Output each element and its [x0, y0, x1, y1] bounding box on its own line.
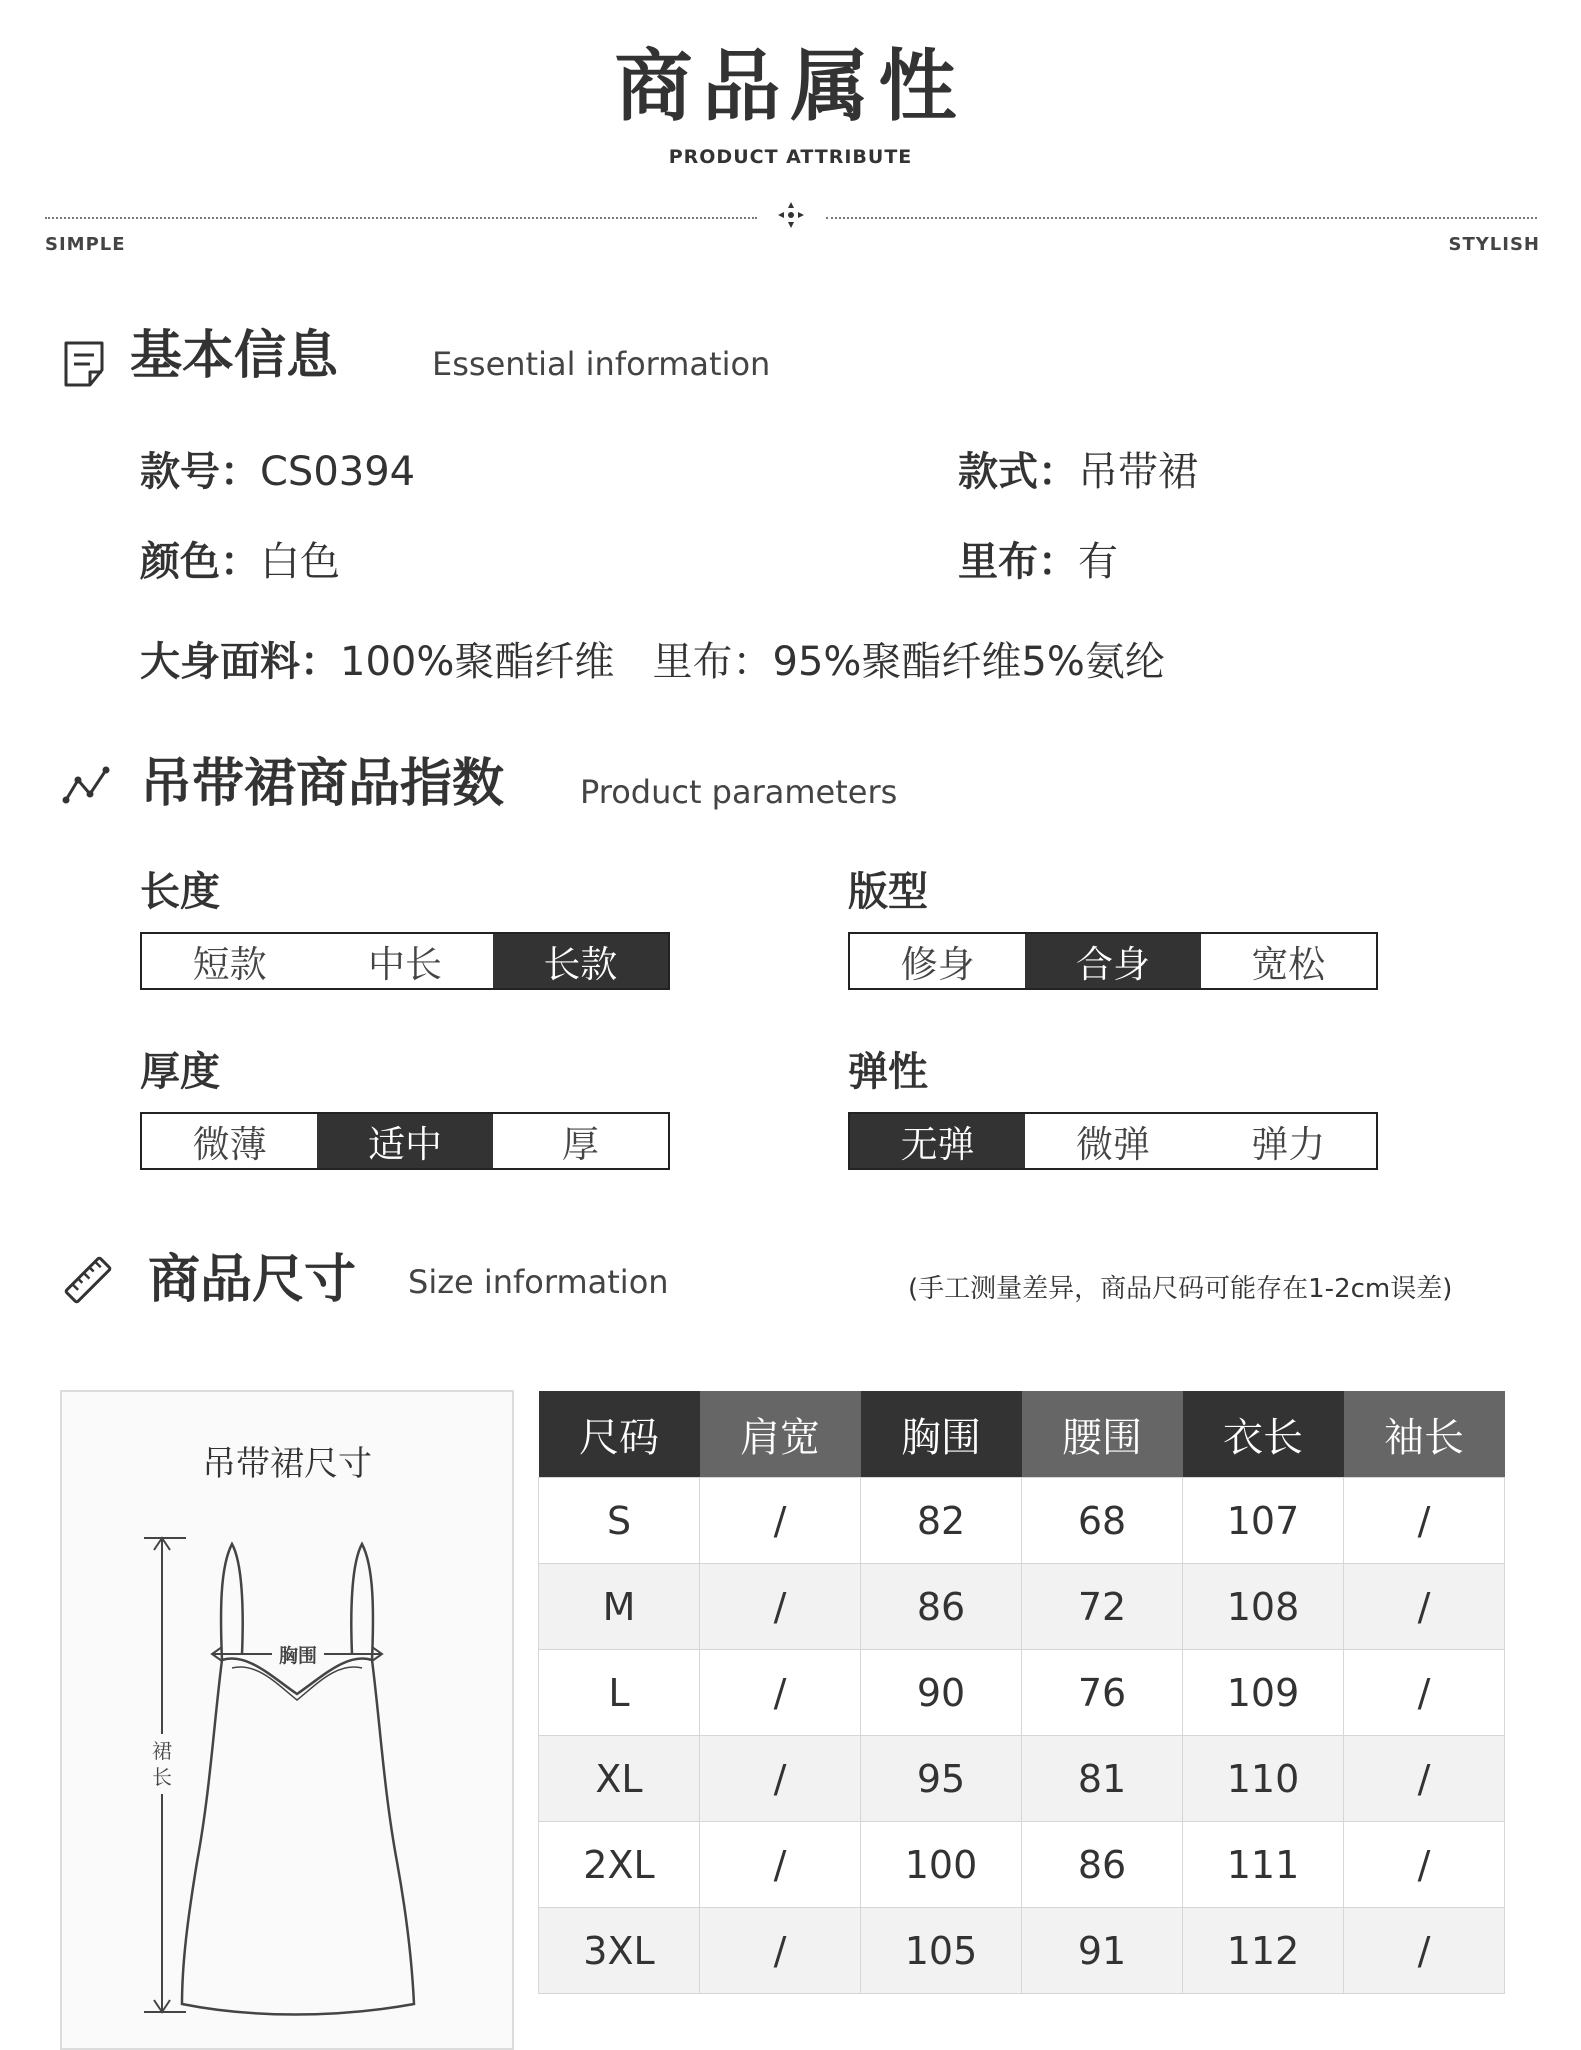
section-subtitle-size: Size information — [408, 1263, 669, 1301]
info-label: 里布： — [958, 539, 1078, 585]
table-cell: 68 — [1022, 1478, 1183, 1564]
info-lining — [958, 539, 1118, 585]
tag-stylish: STYLISH — [1448, 234, 1540, 255]
param-fit-option-selected: 合身 — [1025, 934, 1200, 988]
table-cell: / — [1344, 1736, 1505, 1822]
param-thickness-option: 厚 — [561, 1123, 599, 1166]
info-value: 100%聚酯纤维 里布：95%聚酯纤维5%氨纶 — [340, 639, 1165, 685]
column-header: 肩宽 — [700, 1391, 861, 1478]
section-title-basic-info: 基本信息 — [130, 326, 339, 386]
table-cell: / — [700, 1650, 861, 1736]
ruler-icon — [60, 1252, 116, 1308]
column-header: 腰围 — [1022, 1391, 1183, 1478]
table-cell: L — [539, 1650, 700, 1736]
info-fabric — [140, 639, 1165, 685]
table-cell: 105 — [861, 1908, 1022, 1994]
table-cell: 81 — [1022, 1736, 1183, 1822]
param-length-option: 短款 — [192, 943, 267, 986]
param-thickness-label: 厚度 — [140, 1049, 220, 1095]
table-cell: 110 — [1183, 1736, 1344, 1822]
info-style-no — [140, 449, 416, 495]
table-cell: / — [700, 1478, 861, 1564]
param-length-option-selected: 长款 — [493, 934, 668, 988]
param-fit-option: 修身 — [900, 943, 975, 986]
column-header: 胸围 — [861, 1391, 1022, 1478]
table-cell: XL — [539, 1736, 700, 1822]
info-label: 颜色： — [140, 539, 260, 585]
param-fit-label: 版型 — [848, 869, 928, 915]
table-cell: / — [700, 1564, 861, 1650]
table-cell: S — [539, 1478, 700, 1564]
length-label-char: 长 — [152, 1765, 172, 1789]
table-cell: 82 — [861, 1478, 1022, 1564]
dress-outline-drawing — [62, 1392, 512, 2048]
tag-simple: SIMPLE — [45, 234, 126, 255]
param-elasticity-label: 弹性 — [848, 1049, 928, 1095]
table-cell: 86 — [861, 1564, 1022, 1650]
length-label-char: 裙 — [152, 1739, 172, 1763]
column-header: 衣长 — [1183, 1391, 1344, 1478]
table-cell: / — [1344, 1564, 1505, 1650]
info-color — [140, 539, 340, 585]
table-cell: 109 — [1183, 1650, 1344, 1736]
chest-label: 胸围 — [278, 1645, 318, 1667]
document-icon — [62, 340, 106, 388]
size-note: (手工测量差异，商品尺码可能存在1-2cm误差) — [908, 1274, 1453, 1304]
dress-size-diagram — [60, 1390, 514, 2050]
diagram-title: 吊带裙尺寸 — [202, 1444, 372, 1484]
table-cell: 86 — [1022, 1822, 1183, 1908]
param-thickness-option-selected: 适中 — [317, 1114, 492, 1168]
table-cell: 100 — [861, 1822, 1022, 1908]
table-cell: 3XL — [539, 1908, 700, 1994]
info-label: 大身面料： — [140, 639, 340, 685]
info-value: 有 — [1078, 539, 1118, 585]
param-length-label: 长度 — [140, 869, 220, 915]
table-cell: / — [700, 1736, 861, 1822]
table-cell: 90 — [861, 1650, 1022, 1736]
page-title: 商品属性 — [614, 42, 967, 132]
table-row — [539, 1736, 1505, 1822]
dotted-divider-left — [45, 217, 757, 219]
table-cell: M — [539, 1564, 700, 1650]
trend-line-icon — [60, 762, 116, 806]
info-label: 款号： — [140, 449, 260, 495]
table-header-row — [539, 1391, 1505, 1478]
table-cell: 107 — [1183, 1478, 1344, 1564]
table-row — [539, 1478, 1505, 1564]
param-thickness-scale — [140, 1112, 670, 1170]
info-value: CS0394 — [260, 449, 416, 495]
param-thickness-option: 微薄 — [192, 1123, 267, 1166]
table-cell: 111 — [1183, 1822, 1344, 1908]
dotted-divider-right — [826, 217, 1537, 219]
param-length-scale — [140, 932, 670, 990]
info-style — [958, 449, 1198, 495]
param-elasticity-scale — [848, 1112, 1378, 1170]
table-cell: / — [700, 1822, 861, 1908]
table-row — [539, 1650, 1505, 1736]
ornament-icon — [776, 200, 806, 230]
param-length-option: 中长 — [367, 943, 442, 986]
info-value: 白色 — [260, 539, 340, 585]
section-subtitle-basic-info: Essential information — [432, 345, 771, 383]
size-table — [538, 1391, 1505, 1994]
table-cell: 76 — [1022, 1650, 1183, 1736]
table-cell: / — [1344, 1908, 1505, 1994]
table-row — [539, 1908, 1505, 1994]
section-subtitle-params: Product parameters — [580, 773, 898, 811]
param-fit-scale — [848, 932, 1378, 990]
table-cell: 112 — [1183, 1908, 1344, 1994]
info-label: 款式： — [958, 449, 1078, 495]
section-title-size: 商品尺寸 — [148, 1250, 357, 1310]
table-cell: 2XL — [539, 1822, 700, 1908]
page-subtitle: PRODUCT ATTRIBUTE — [668, 146, 913, 168]
section-title-params: 吊带裙商品指数 — [140, 754, 505, 814]
table-cell: / — [1344, 1822, 1505, 1908]
column-header: 尺码 — [539, 1391, 700, 1478]
info-value: 吊带裙 — [1078, 449, 1198, 495]
table-cell: / — [1344, 1650, 1505, 1736]
table-cell: 72 — [1022, 1564, 1183, 1650]
param-fit-option: 宽松 — [1251, 943, 1326, 986]
table-cell: 108 — [1183, 1564, 1344, 1650]
column-header: 袖长 — [1344, 1391, 1505, 1478]
table-cell: / — [700, 1908, 861, 1994]
param-elasticity-option: 微弹 — [1075, 1123, 1150, 1166]
table-cell: 91 — [1022, 1908, 1183, 1994]
table-row — [539, 1822, 1505, 1908]
table-cell: / — [1344, 1478, 1505, 1564]
param-elasticity-option-selected: 无弹 — [850, 1114, 1025, 1168]
table-cell: 95 — [861, 1736, 1022, 1822]
table-row — [539, 1564, 1505, 1650]
param-elasticity-option: 弹力 — [1251, 1123, 1326, 1166]
